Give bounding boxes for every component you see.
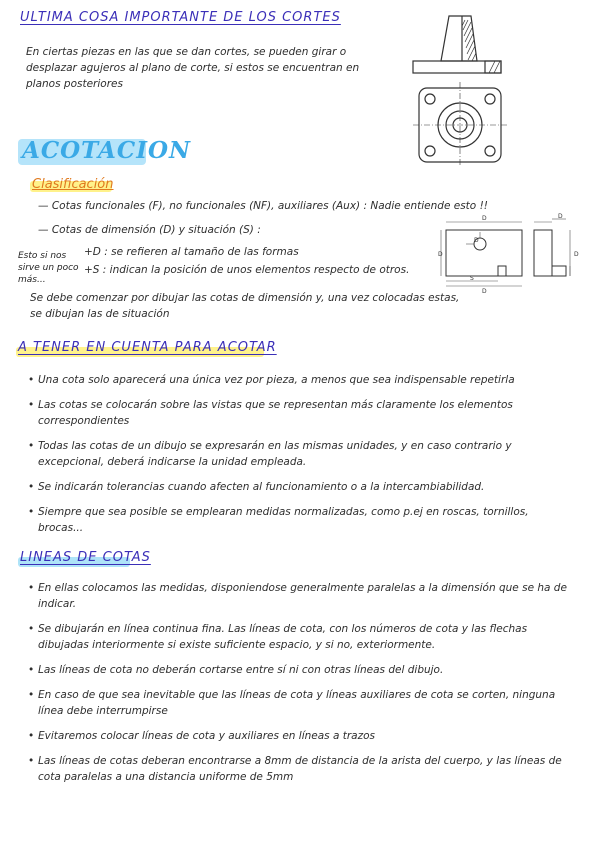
- tener-item-2: • Las cotas se colocarán sobre las vistas que se representan más claramente los elementos correspondientes: [28, 397, 576, 429]
- clasificacion-line-d: +D : se refieren al tamaño de las formas: [84, 246, 299, 258]
- dim-label-d-bottom: D: [482, 288, 487, 294]
- lineas-list: [28, 580, 576, 794]
- section-title-cortes: ULTIMA COSA IMPORTANTE DE LOS CORTES: [20, 10, 341, 25]
- dim-label-d-right: D: [574, 251, 579, 258]
- tener-list: [28, 372, 576, 545]
- clasificacion-paragraph: Se debe comenzar por dibujar las cotas de dimensión y, una vez colocadas estas, se dibujan las de situación: [30, 292, 460, 320]
- cortes-paragraph: En ciertas piezas en las que se dan cortes, se pueden girar o desplazar agujeros al plano de corte, si estos se encuentran en planos posteriores: [26, 46, 360, 90]
- dim-label-d-side: D: [438, 251, 443, 258]
- dim-label-d-hole: D: [474, 237, 479, 244]
- cut-piece-drawing: [405, 6, 515, 166]
- dimension-figure: [438, 212, 588, 294]
- tener-item-1: • Una cota solo aparecerá una única vez por pieza, a menos que sea indispensable repetirla: [28, 372, 576, 388]
- clasificacion-line1: — Cotas funcionales (F), no funcionales (NF), auxiliares (Aux) : Nadie entiende esto !!: [38, 200, 488, 212]
- lineas-title: LINEAS DE COTAS: [20, 550, 151, 565]
- tener-item-4: • Se indicarán tolerancias cuando afecten al funcionamiento o a la intercambiabilidad.: [28, 479, 576, 495]
- clasificacion-line-s: +S : indican la posición de unos elementos respecto de otros.: [84, 264, 410, 276]
- clasificacion-line2: — Cotas de dimensión (D) y situación (S) :: [38, 224, 261, 236]
- lineas-item-3: • Las líneas de cota no deberán cortarse entre sí ni con otras líneas del dibujo.: [28, 662, 576, 678]
- lineas-item-1: • En ellas colocamos las medidas, disponiendose generalmente paralelas a la dimensión que se ha de indicar.: [28, 580, 576, 612]
- side-note: Esto si nos sirve un poco más...: [18, 251, 79, 285]
- lineas-item-5: • Evitaremos colocar líneas de cota y auxiliares en líneas a trazos: [28, 728, 576, 744]
- acotacion-title: ACOTACION: [22, 137, 192, 164]
- tener-title: A TENER EN CUENTA PARA ACOTAR: [18, 340, 277, 355]
- dim-label-s-bottom: S: [470, 275, 474, 282]
- clasificacion-title: Clasificación: [32, 177, 114, 192]
- lineas-item-4: • En caso de que sea inevitable que las líneas de cota y líneas auxiliares de cota se corten, ninguna línea debe interrumpirse: [28, 687, 576, 719]
- lineas-item-2: • Se dibujarán en línea continua fina. Las líneas de cota, con los números de cota y las flechas dibujadas interiormente si existe suficiente espacio, y si no, exteriormente.: [28, 621, 576, 653]
- tener-item-5: • Siempre que sea posible se emplearan medidas normalizadas, como p.ej en roscas, tornillos, brocas...: [28, 504, 576, 536]
- dim-label-d-top-right: D: [558, 213, 563, 220]
- dim-label-d-top: D: [482, 215, 487, 222]
- lineas-item-6: • Las líneas de cotas deberan encontrarse a 8mm de distancia de la arista del cuerpo, y las líneas de cota paralelas a una distancia uniforme de 5mm: [28, 753, 576, 785]
- tener-item-3: • Todas las cotas de un dibujo se expresarán en las mismas unidades, y en caso contrario y excepcional, deberá indicarse la unidad empleada.: [28, 438, 576, 470]
